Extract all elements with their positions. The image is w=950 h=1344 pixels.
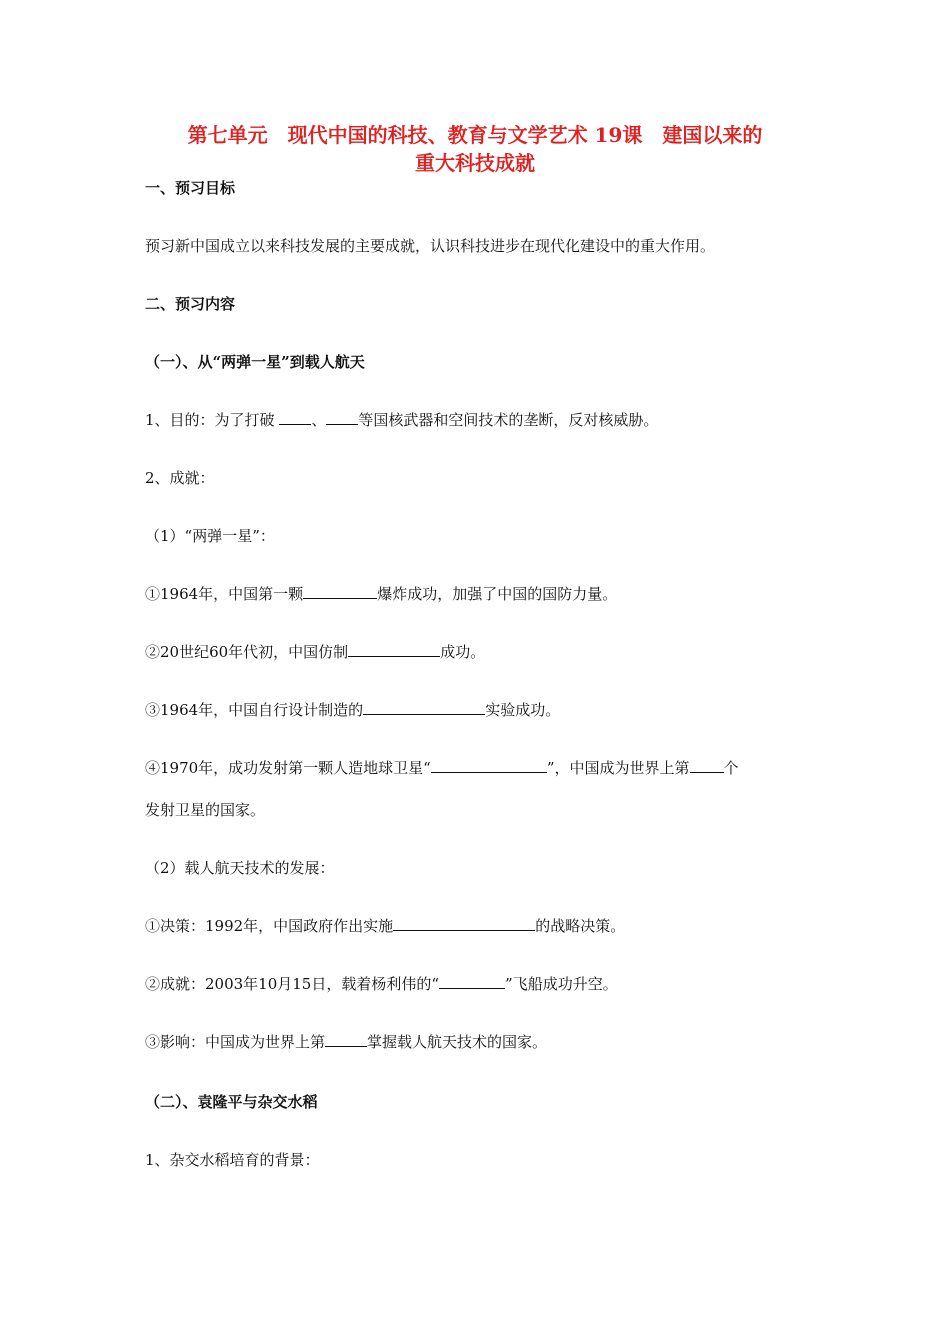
item-purpose-text-c: 等国核武器和空间技术的垄断，反对核威胁。 [358,411,659,429]
fill-blank-2 [326,410,358,425]
section-heading-goals: 一、预习目标 [145,179,236,197]
item-satellite [145,758,739,778]
document-title-line1: 第七单元 现代中国的科技、教育与文学艺术 19课 建国以来的 [187,123,763,147]
shenzhou-text-b: ”飞船成功升空。 [505,975,618,993]
item-self-designed [145,700,560,720]
fill-blank-3 [303,584,377,599]
fill-blank-10 [325,1032,367,1047]
item-purpose-text-b: 、 [311,411,327,429]
satellite-text-b: ”，中国成为世界上第 [546,759,690,777]
item-decision [145,916,625,936]
fill-blank-4 [348,642,440,657]
item-achievements: 2、成就： [145,469,215,487]
section-heading-content: 二、预习内容 [145,295,236,313]
fill-blank-7 [690,758,724,773]
missile-copy-text-a: ②20世纪60年代初，中国仿制 [145,643,349,661]
item-influence [145,1032,547,1052]
item-achievement-shenzhou [145,974,618,994]
fill-blank-8 [393,916,535,931]
item-purpose-text-a: 1、目的：为了打破 [145,411,280,429]
decision-text-b: 的战略决策。 [535,917,626,935]
fill-blank-1 [279,410,311,425]
atomic-bomb-text-a: ①1964年，中国第一颗 [145,585,304,603]
fill-blank-9 [439,974,505,989]
decision-text-a: ①决策：1992年，中国政府作出实施 [145,917,394,935]
item-manned-spaceflight: （2）载人航天技术的发展： [145,859,335,877]
fill-blank-6 [431,758,547,773]
influence-text-b: 掌握载人航天技术的国家。 [367,1033,548,1051]
fill-blank-5 [363,700,485,715]
item-purpose [145,410,658,430]
item-missile-copy [145,642,485,662]
missile-copy-text-b: 成功。 [440,643,486,661]
item-atomic-bomb [145,584,617,604]
item-hybrid-rice-background: 1、杂交水稻培育的背景： [145,1151,320,1169]
atomic-bomb-text-b: 爆炸成功，加强了中国的国防力量。 [377,585,618,603]
subsection-heading-two-bombs: （一）、从“两弹一星”到载人航天 [145,353,365,371]
self-designed-text-a: ③1964年，中国自行设计制造的 [145,701,364,719]
item-satellite-continued: 发射卫星的国家。 [145,801,266,819]
document-title-line2: 重大科技成就 [415,151,535,175]
self-designed-text-b: 实验成功。 [485,701,561,719]
satellite-text-c: 个 [723,759,739,777]
goals-text: 预习新中国成立以来科技发展的主要成就，认识科技进步在现代化建设中的重大作用。 [145,237,716,255]
shenzhou-text-a: ②成就：2003年10月15日，载着杨利伟的“ [145,975,440,993]
subsection-heading-hybrid-rice: （二）、袁隆平与杂交水稻 [145,1093,318,1111]
satellite-text-a: ④1970年，成功发射第一颗人造地球卫星“ [145,759,431,777]
item-two-bombs-one-star: （1）“两弹一星”： [145,527,275,545]
influence-text-a: ③影响：中国成为世界上第 [145,1033,326,1051]
